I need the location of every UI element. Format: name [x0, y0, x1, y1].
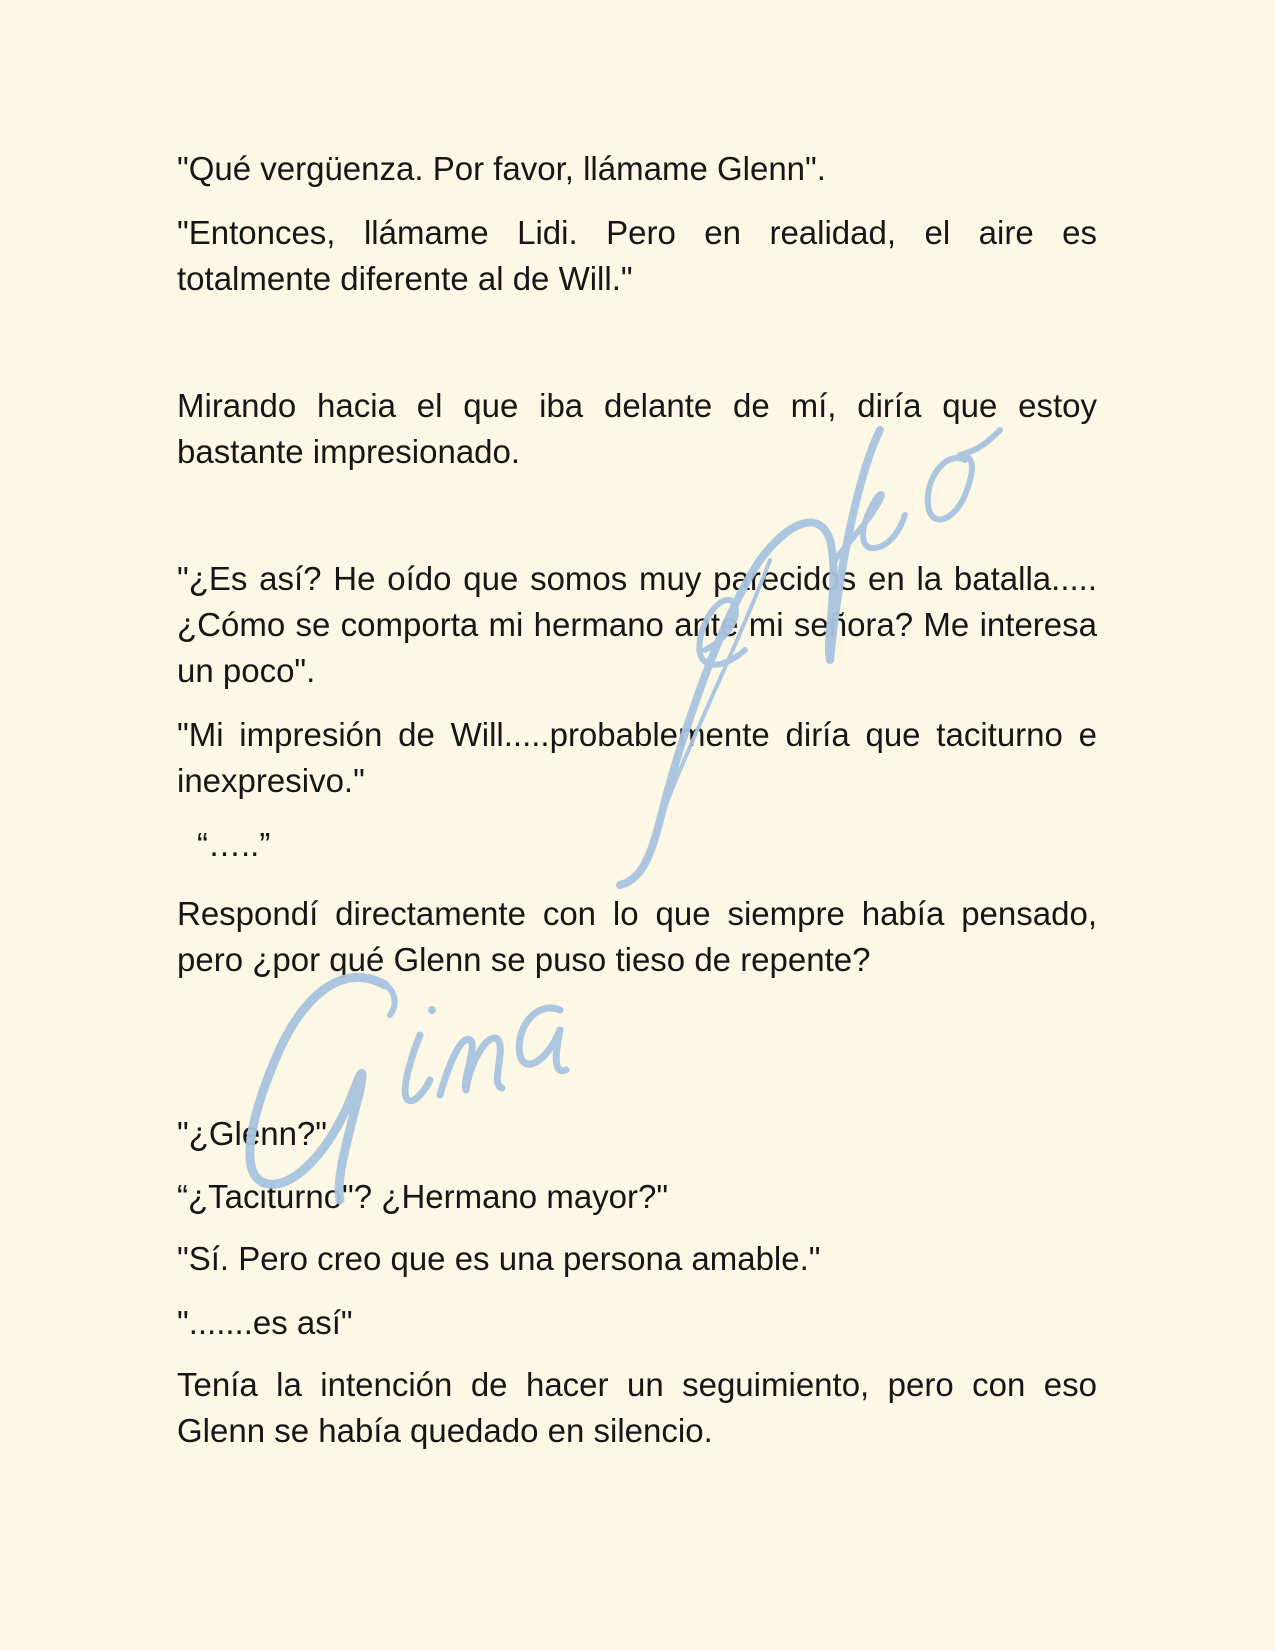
paragraph-4: "¿Es así? He oído que somos muy parecidos en la batalla.....¿Cómo se comporta mi hermano ante mi señora? Me interesa un poco". — [177, 560, 1097, 689]
paragraph-10: "Sí. Pero creo que es una persona amable." — [177, 1240, 821, 1277]
paragraph-9: “¿Taciturno"? ¿Hermano mayor?" — [177, 1178, 669, 1215]
paragraph-8: "¿Glenn?" — [177, 1115, 327, 1152]
paragraph-6: “…..” — [197, 826, 271, 863]
paragraph-5: "Mi impresión de Will.....probablemente diría que taciturno e inexpresivo." — [177, 716, 1097, 799]
paragraph-2: "Entonces, llámame Lidi. Pero en realidad, el aire es totalmente diferente al de Will." — [177, 214, 1097, 297]
paragraph-11: ".......es así" — [177, 1304, 353, 1341]
paragraph-12: Tenía la intención de hacer un seguimiento, pero con eso Glenn se había quedado en silencio. — [177, 1366, 1097, 1449]
paragraph-3: Mirando hacia el que iba delante de mí, diría que estoy bastante impresionado. — [177, 387, 1097, 470]
paragraph-7: Respondí directamente con lo que siempre había pensado, pero ¿por qué Glenn se puso tieso de repente? — [177, 895, 1097, 978]
paragraph-1: "Qué vergüenza. Por favor, llámame Glenn". — [177, 150, 826, 187]
